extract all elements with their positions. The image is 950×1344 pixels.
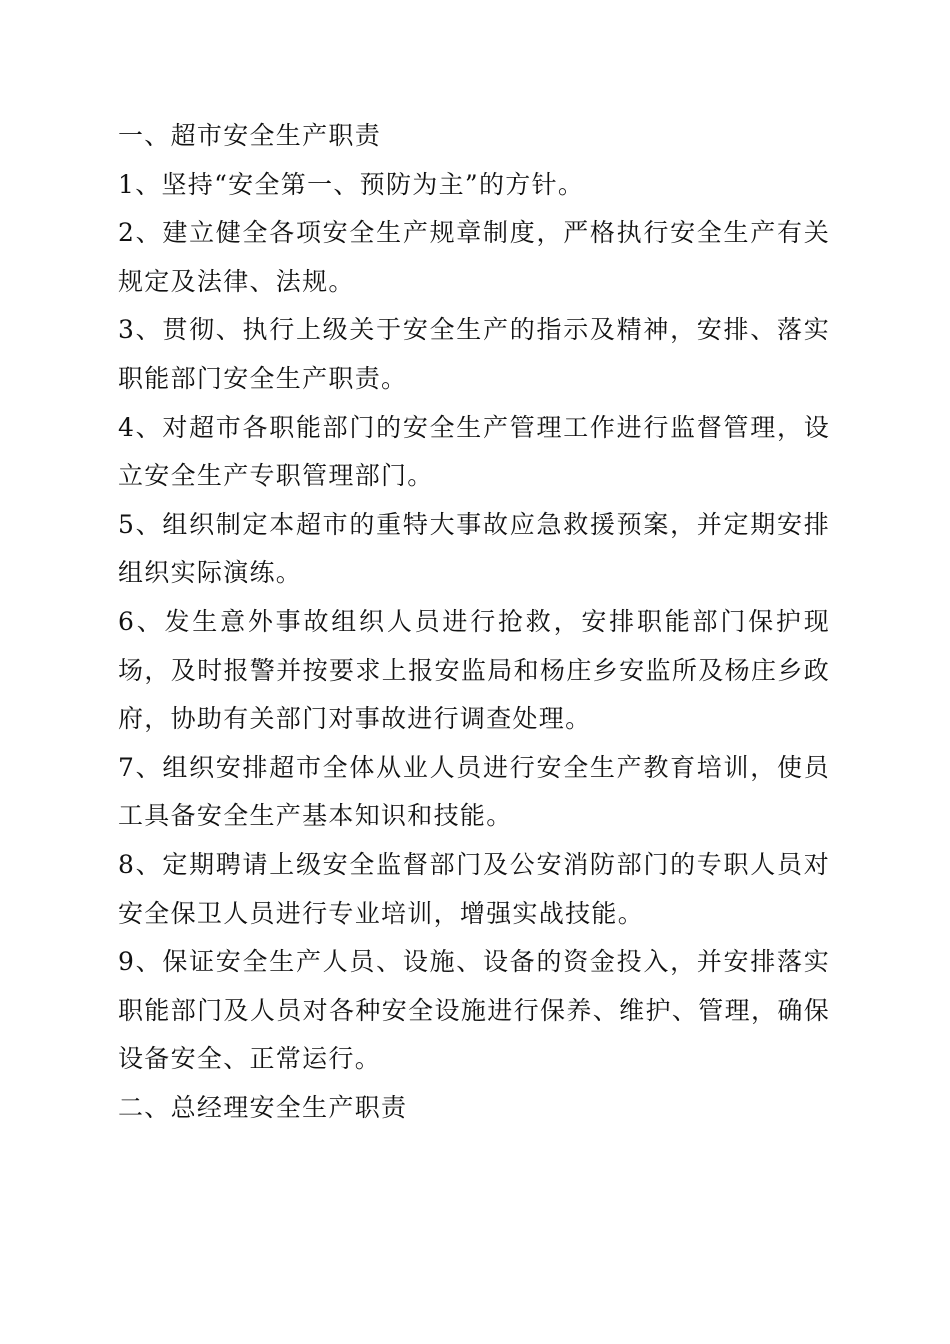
duty-item-9: 9、保证安全生产人员、设施、设备的资金投入，并安排落实职能部门及人员对各种安全设施进行保养、维护、管理，确保设备安全、正常运行。 bbox=[118, 947, 830, 1074]
section-heading-1: 一、超市安全生产职责 bbox=[118, 121, 382, 150]
duty-item-6: 6、发生意外事故组织人员进行抢救，安排职能部门保护现场，及时报警并按要求上报安监局和杨庄乡安监所及杨庄乡政府，协助有关部门对事故进行调查处理。 bbox=[118, 606, 830, 734]
document-body bbox=[118, 112, 830, 1132]
duty-item-1: 1、坚持“安全第一、预防为主”的方针。 bbox=[118, 169, 585, 199]
duty-item-2: 2、建立健全各项安全生产规章制度，严格执行安全生产有关规定及法律、法规。 bbox=[118, 218, 830, 296]
duty-item-8: 8、定期聘请上级安全监督部门及公安消防部门的专职人员对安全保卫人员进行专业培训，增强实战技能。 bbox=[118, 849, 830, 928]
duty-item-5: 5、组织制定本超市的重特大事故应急救援预案，并定期安排组织实际演练。 bbox=[118, 509, 830, 588]
duty-item-4: 4、对超市各职能部门的安全生产管理工作进行监督管理，设立安全生产专职管理部门。 bbox=[118, 412, 830, 491]
duty-item-7: 7、组织安排超市全体从业人员进行安全生产教育培训，使员工具备安全生产基本知识和技能。 bbox=[118, 752, 830, 831]
duty-item-3: 3、贯彻、执行上级关于安全生产的指示及精神，安排、落实职能部门安全生产职责。 bbox=[118, 315, 830, 393]
section-heading-2: 二、总经理安全生产职责 bbox=[118, 1092, 408, 1122]
